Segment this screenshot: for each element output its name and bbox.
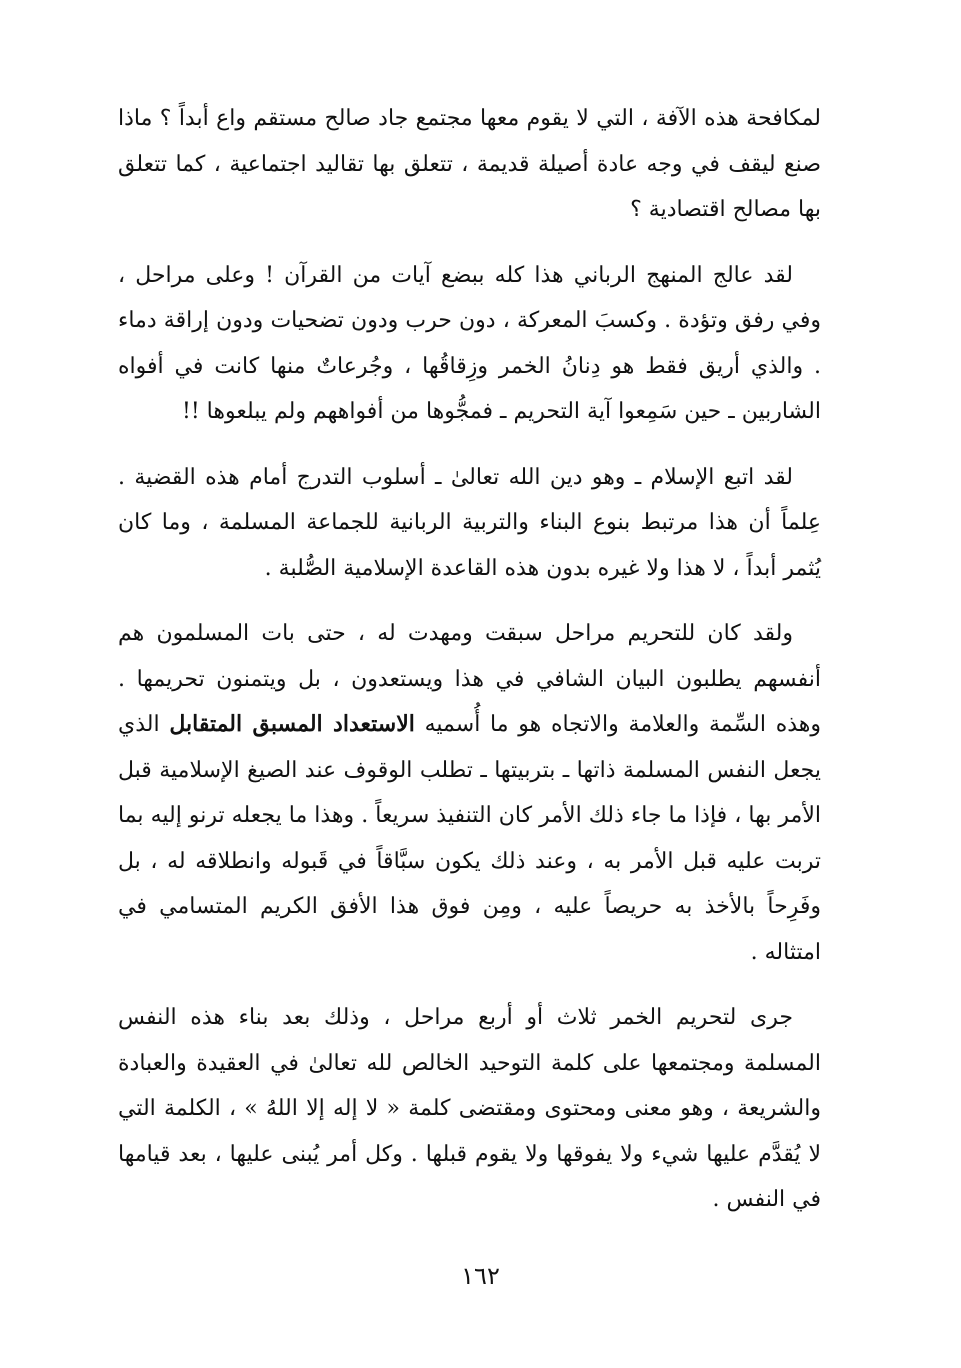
page-body <box>118 96 821 1243</box>
paragraph-2: لقد عالج المنهج الرباني هذا كله ببضع آيات من القرآن ! وعلى مراحل ، وفي رفق وتؤدة . وكسبَ المعركة ، دون حرب ودون تضحيات ودون إراقة دماء . والذي أريق فقط هو دِنانُ الخمر وزِقاقُها ، وجُرعاتٌ منها كانت في أفواه الشاربين ـ حين سَمِعوا آية التحريم ـ فمجُّوها من أفواههم ولم يبلعوها !! <box>118 262 821 424</box>
paragraph-4-emphasis: الاستعداد المسبق المتقابل <box>169 711 415 737</box>
paragraph-3: لقد اتبع الإسلام ـ وهو دين الله تعالىٰ ـ أسلوب التدرج أمام هذه القضية . عِلماً أن هذا مرتبط بنوع البناء والتربية الربانية للجماعة المسلمة ، وما كان يُثمر أبداً ، لا هذا ولا غيره بدون هذه القاعدة الإسلامية الصُّلبة . <box>118 464 821 581</box>
page-number: ١٦٢ <box>461 1262 500 1290</box>
paragraph-4-text-before: ولقد كان للتحريم مراحل سبقت ومهدت له ، حتى بات المسلمون هم أنفسهم يطلبون البيان الشافي في هذا ويستعدون ، بل ويتمنون تحريمها . وهذه السِّمة والعلامة والاتجاه هو ما أُسميه <box>118 621 822 737</box>
paragraph-1: لمكافحة هذه الآفة ، التي لا يقوم معها مجتمع جاد صالح مستقم واع أبداً ؟ ماذا صنع ليقف في وجه عادة أصيلة قديمة ، تتعلق بها تقاليد اجتماعية ، كما تتعلق بها مصالح اقتصادية ؟ <box>118 106 821 222</box>
paragraph-5: جرى لتحريم الخمر ثلاث أو أربع مراحل ، وذلك بعد بناء هذه النفس المسلمة ومجتمعها على كلمة التوحيد الخالص لله تعالىٰ في العقيدة والعبادة والشريعة ، وهو معنى ومحتوى ومقتضى كلمة « لا إله إلا اللهُ » ، الكلمة التي لا يُقدَّم عليها شيء ولا يفوقها ولا يقوم قبلها . وكل أمر يُبنى عليها ، بعد قيامها في النفس . <box>118 1005 821 1212</box>
paragraph-4-text-after: الذي يجعل النفس المسلمة ذاتها ـ بتربيتها ـ تطلب الوقوف عند الصيغ الإسلامية قبل الأمر بها ، فإذا ما جاء ذلك الأمر كان التنفيذ سريعاً . وهذا ما يجعله ترنو إليه بما تربت عليه قبل الأمر به ، وعند ذلك يكون سبَّاقاً في قَبوله وانطلاقه له ، بل وفَرِحاً بالأخذ به حريصاً عليه ، ومِن فوق هذا الأفق الكريم المتسامي في امتثاله . <box>118 712 821 965</box>
paragraph-4 <box>118 611 821 975</box>
